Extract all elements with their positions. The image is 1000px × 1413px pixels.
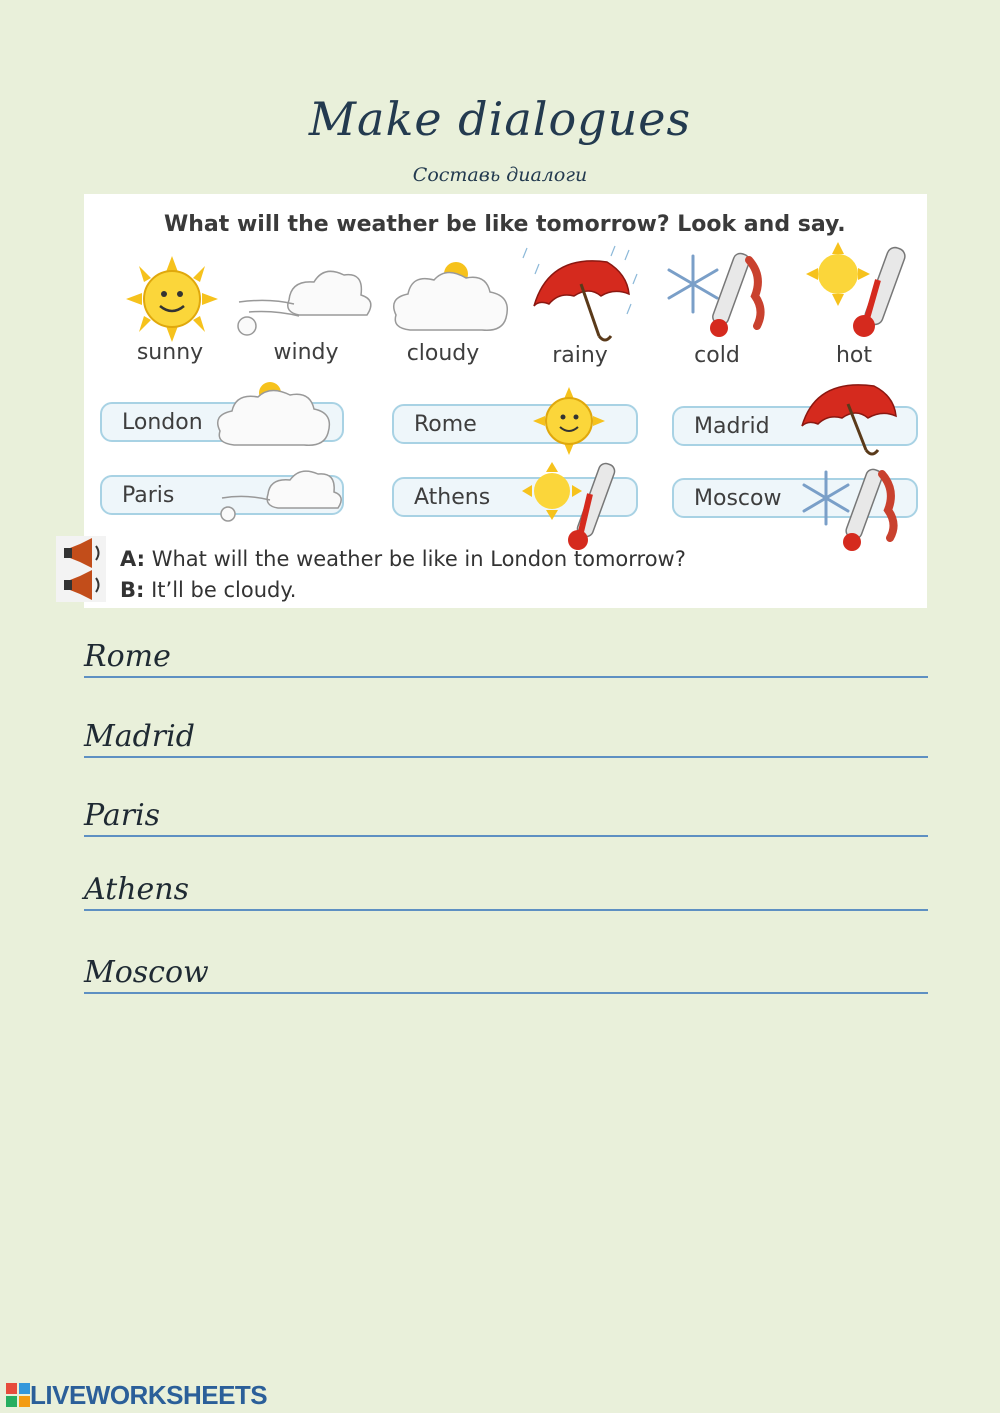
sun-thermometer-icon [804,240,919,340]
city-name-moscow: Moscow [694,486,782,511]
cloud-sun-icon [210,379,340,459]
city-name-rome: Rome [414,412,477,437]
speaker-icon[interactable] [56,536,106,570]
answer-line-moscow[interactable] [84,950,928,994]
wind-cloud-icon [229,260,379,340]
answer-line-athens[interactable] [84,870,928,911]
sun-icon [532,386,606,456]
weather-label-cloudy: cloudy [406,341,480,366]
answer-line-rome[interactable] [84,636,928,678]
umbrella-rain-icon [790,372,910,458]
weather-label-sunny: sunny [136,340,204,365]
dialogue-line-a [120,547,686,571]
dialogue-a-prefix: A: [120,547,146,571]
sun-icon [124,254,220,344]
city-name-paris: Paris [122,483,175,508]
answer-label-paris: Paris [84,798,161,833]
answer-label-moscow: Moscow [84,955,209,990]
page-title: Make dialogues [308,92,692,146]
panel-question: What will the weather be like tomorrow? Look and say. [164,212,846,237]
weather-panel [84,194,927,608]
city-name-london: London [122,410,203,435]
umbrella-rain-icon [519,244,644,344]
wind-cloud-icon [218,464,348,526]
liveworksheets-logo-icon [6,1383,30,1407]
answer-label-madrid: Madrid [84,719,195,754]
footer-logo [6,1381,267,1409]
answer-label-rome: Rome [84,639,171,674]
answer-line-paris[interactable] [84,794,928,837]
snowflake-thermometer-icon [794,462,909,554]
city-name-madrid: Madrid [694,414,770,439]
speaker-icon[interactable] [56,568,106,602]
dialogue-a-text: What will the weather be like in London tomorrow? [151,547,686,571]
footer-brand: LIVEWORKSHEETS [30,1379,268,1410]
dialogue-b-prefix: B: [120,578,145,602]
sun-thermometer-icon [520,458,630,554]
answer-line-madrid[interactable] [84,714,928,758]
weather-label-rainy: rainy [552,343,608,368]
snowflake-thermometer-icon [659,246,774,341]
city-name-athens: Athens [414,485,491,510]
cloud-sun-icon [386,260,516,342]
weather-label-cold: cold [694,343,740,368]
dialogue-b-text: It’ll be cloudy. [151,578,297,602]
dialogue-line-b [120,578,296,602]
page-subtitle: Составь диалоги [412,164,588,186]
weather-label-windy: windy [273,340,339,365]
weather-label-hot: hot [835,343,873,368]
answer-label-athens: Athens [84,872,189,907]
